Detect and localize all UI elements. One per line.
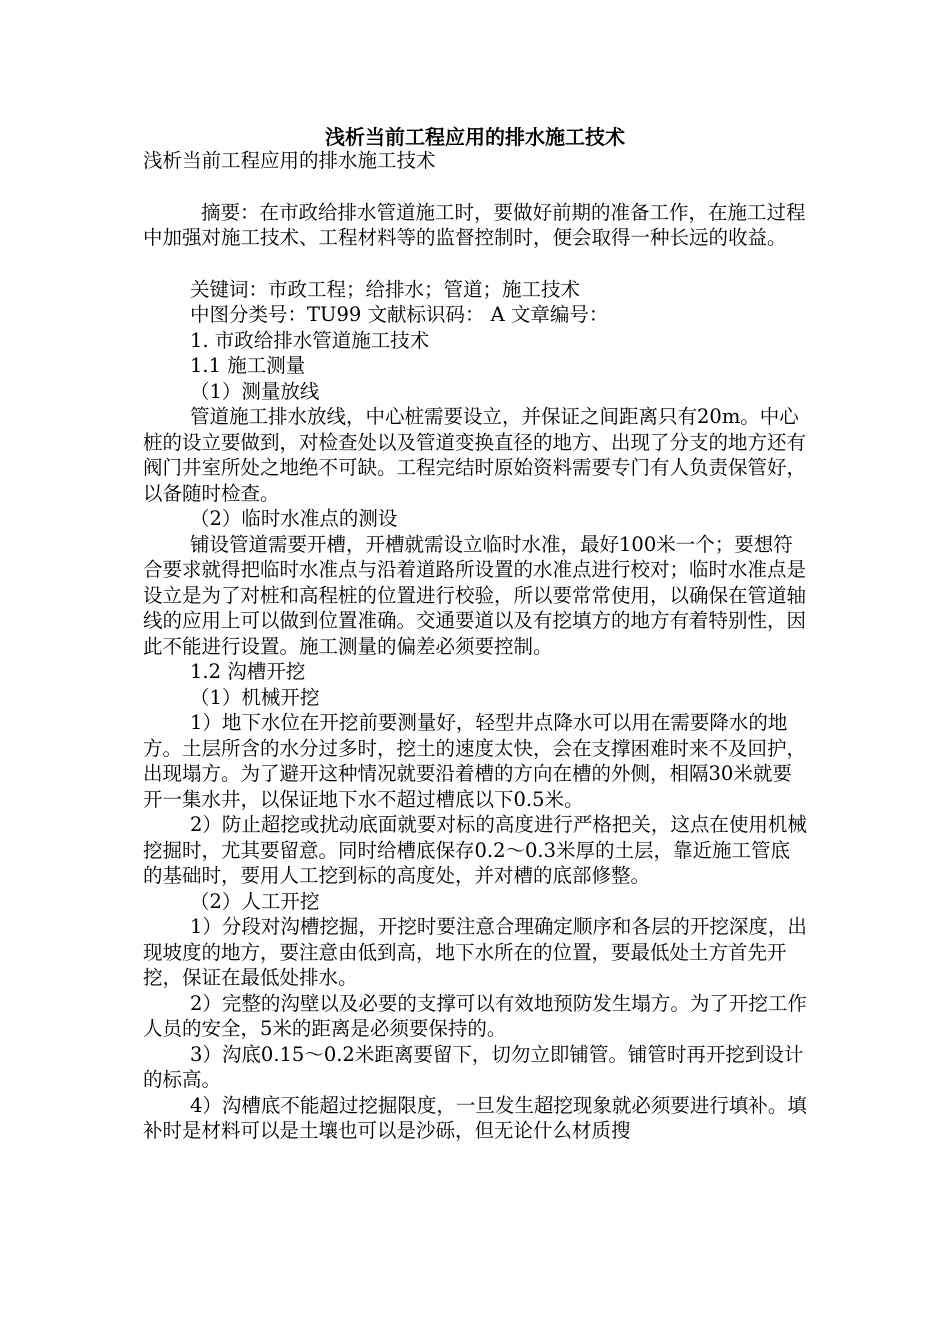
body-paragraph: 铺设管道需要开槽，开槽就需设立临时水准，最好100米一个；要想符合要求就得把临时水准点与沿着道路所设置的水准点进行校对；临时水准点是设立是为了对桩和高程桩的位置进行校验，所以要常常使用，以确保在管道轴线的应用上可以做到位置准确。交通要道以及有挖填方的地方有着特别性，因此不能进行设置。施工测量的偏差必须要控制。 xyxy=(143,532,807,658)
keywords-line: 关键词：市政工程；给排水；管道；施工技术 xyxy=(190,277,581,301)
classification-line: 中图分类号：TU99 文献标识码： A 文章编号： xyxy=(190,303,609,326)
section-heading-1: 1. 市政给排水管道施工技术 xyxy=(190,328,430,352)
body-paragraph: 3）沟底0.15～0.2米距离要留下，切勿立即铺管。铺管时再开挖到设计的标高。 xyxy=(143,1042,804,1091)
subsection-heading: （2）临时水准点的测设 xyxy=(190,507,398,530)
body-paragraph: 2）完整的沟壁以及必要的支撑可以有效地预防发生塌方。为了开挖工作人员的安全，5米的距离是必须要保持的。 xyxy=(143,991,807,1040)
subsection-heading: （1）机械开挖 xyxy=(190,685,320,709)
subsection-heading: （1）测量放线 xyxy=(190,379,320,403)
section-heading-1-2: 1.2 沟槽开挖 xyxy=(190,660,306,683)
body-paragraph: 1）地下水位在开挖前要测量好，轻型井点降水可以用在需要降水的地方。土层所含的水分过多时，挖土的速度太快，会在支撑困难时来不及回护，出现塌方。为了避开这种情况就要沿着槽的方向在槽的外侧，相隔30米就要开一集水井，以保证地下水不超过槽底以下0.5米。 xyxy=(143,711,807,811)
body-paragraph: 管道施工排水放线，中心桩需要设立，并保证之间距离只有20m。中心桩的设立要做到，对检查处以及管道变换直径的地方、出现了分支的地方还有阀门井室所处之地绝不可缺。工程完结时原始资料需要专门有人负责保管好，以备随时检查。 xyxy=(143,405,807,505)
document-subtitle: 浅析当前工程应用的排水施工技术 xyxy=(143,149,436,172)
spacer xyxy=(143,251,808,277)
subsection-heading: （2）人工开挖 xyxy=(190,889,320,913)
document-body xyxy=(143,148,808,1144)
document-title: 浅析当前工程应用的排水施工技术 xyxy=(325,125,625,149)
body-paragraph: 4）沟槽底不能超过挖掘限度，一旦发生超挖现象就必须要进行填补。填补时是材料可以是土壤也可以是沙砾，但无论什么材质搜 xyxy=(143,1093,807,1142)
body-paragraph: 1）分段对沟槽挖掘，开挖时要注意合理确定顺序和各层的开挖深度，出现坡度的地方，要注意由低到高，地下水所在的位置，要最低处土方首先开挖，保证在最低处排水。 xyxy=(143,915,807,989)
abstract-paragraph: 摘要：在市政给排水管道施工时，要做好前期的准备工作，在施工过程中加强对施工技术、工程材料等的监督控制时，便会取得一种长远的收益。 xyxy=(143,200,806,249)
section-heading-1-1: 1.1 施工测量 xyxy=(190,354,306,377)
spacer xyxy=(143,174,808,200)
body-paragraph: 2）防止超挖或扰动底面就要对标的高度进行严格把关，这点在使用机械挖掘时，尤其要留意。同时给槽底保存0.2～0.3米厚的土层，靠近施工管底的基础时，要用人工挖到标的高度处，并对槽的底部修整。 xyxy=(143,813,807,887)
